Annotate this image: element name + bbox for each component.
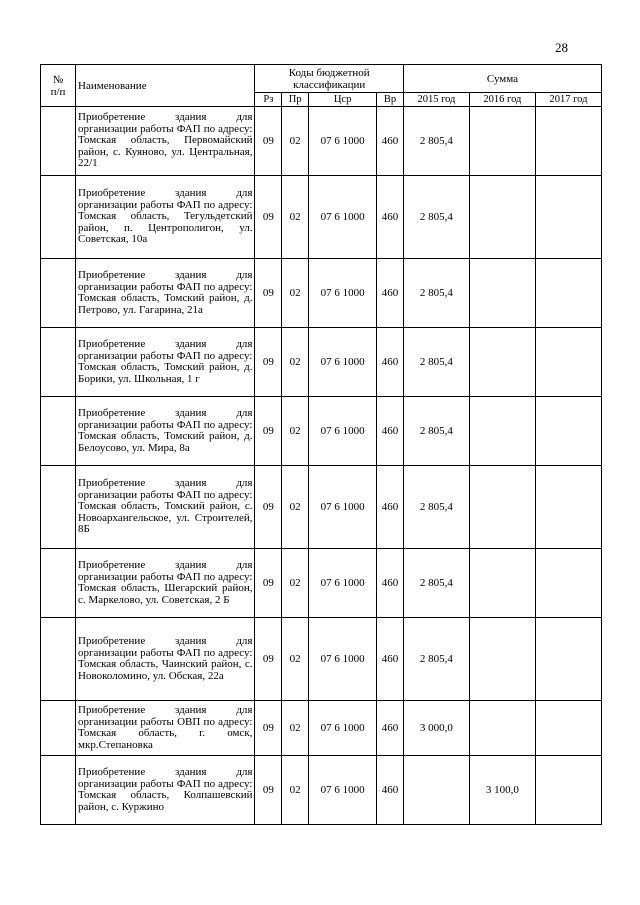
row-name: Приобретение здания для организации работы ОВП по адресу: Томская область, г. омск, мкр.Степановка <box>76 701 255 756</box>
row-rz: 09 <box>255 176 282 259</box>
row-csr: 07 6 1000 <box>309 259 377 328</box>
row-csr: 07 6 1000 <box>309 618 377 701</box>
row-number <box>41 549 76 618</box>
row-name: Приобретение здания для организации работы ФАП по адресу: Томская область, Томский район, с. Новоархангельское, ул. Строителей, 8Б <box>76 466 255 549</box>
row-rz: 09 <box>255 328 282 397</box>
header-vr: Вр <box>377 93 404 107</box>
row-sum-2016 <box>469 107 535 176</box>
row-sum-2017 <box>535 259 601 328</box>
row-pr: 02 <box>282 466 309 549</box>
header-number-line2: п/п <box>50 85 66 98</box>
row-sum-2016 <box>469 701 535 756</box>
row-csr: 07 6 1000 <box>309 549 377 618</box>
header-number-line1: № <box>52 73 64 86</box>
header-number <box>41 65 76 107</box>
header-csr: Цср <box>309 93 377 107</box>
row-sum-2016 <box>469 549 535 618</box>
row-sum-2017 <box>535 756 601 825</box>
row-number <box>41 618 76 701</box>
row-rz: 09 <box>255 107 282 176</box>
row-pr: 02 <box>282 756 309 825</box>
row-vr: 460 <box>377 107 404 176</box>
row-name: Приобретение здания для организации работы ФАП по адресу: Томская область, Шегарский район, с. Маркелово, ул. Советская, 2 Б <box>76 549 255 618</box>
row-vr: 460 <box>377 259 404 328</box>
row-sum-2015: 2 805,4 <box>403 259 469 328</box>
row-csr: 07 6 1000 <box>309 176 377 259</box>
row-pr: 02 <box>282 701 309 756</box>
row-pr: 02 <box>282 549 309 618</box>
row-csr: 07 6 1000 <box>309 466 377 549</box>
table-row <box>41 397 602 466</box>
row-number <box>41 107 76 176</box>
table-row <box>41 107 602 176</box>
row-csr: 07 6 1000 <box>309 756 377 825</box>
row-number <box>41 701 76 756</box>
row-pr: 02 <box>282 328 309 397</box>
row-sum-2016 <box>469 466 535 549</box>
row-number <box>41 756 76 825</box>
row-name: Приобретение здания для организации работы ФАП по адресу: Томская область, Томский район, д. Борики, ул. Школьная, 1 г <box>76 328 255 397</box>
row-pr: 02 <box>282 618 309 701</box>
row-sum-2015: 2 805,4 <box>403 107 469 176</box>
row-pr: 02 <box>282 107 309 176</box>
row-sum-2017 <box>535 701 601 756</box>
row-rz: 09 <box>255 549 282 618</box>
row-sum-2017 <box>535 397 601 466</box>
row-sum-2016 <box>469 397 535 466</box>
row-vr: 460 <box>377 397 404 466</box>
row-rz: 09 <box>255 466 282 549</box>
row-csr: 07 6 1000 <box>309 701 377 756</box>
header-sum: Сумма <box>403 65 601 93</box>
row-vr: 460 <box>377 176 404 259</box>
header-pr: Пр <box>282 93 309 107</box>
page-number: 28 <box>555 40 568 55</box>
row-vr: 460 <box>377 549 404 618</box>
row-name: Приобретение здания для организации работы ФАП по адресу: Томская область, Томский район, д. Белоусово, ул. Мира, 8а <box>76 397 255 466</box>
row-sum-2015: 2 805,4 <box>403 466 469 549</box>
table-row <box>41 618 602 701</box>
row-rz: 09 <box>255 618 282 701</box>
row-pr: 02 <box>282 176 309 259</box>
row-number <box>41 397 76 466</box>
row-vr: 460 <box>377 756 404 825</box>
row-number <box>41 328 76 397</box>
row-sum-2015: 3 000,0 <box>403 701 469 756</box>
table-row <box>41 328 602 397</box>
row-rz: 09 <box>255 756 282 825</box>
budget-table <box>40 64 602 825</box>
row-csr: 07 6 1000 <box>309 397 377 466</box>
row-number <box>41 176 76 259</box>
row-rz: 09 <box>255 701 282 756</box>
table-row <box>41 701 602 756</box>
row-sum-2015: 2 805,4 <box>403 328 469 397</box>
row-sum-2015: 2 805,4 <box>403 397 469 466</box>
row-sum-2015 <box>403 756 469 825</box>
row-sum-2016 <box>469 618 535 701</box>
row-sum-2015: 2 805,4 <box>403 549 469 618</box>
row-sum-2015: 2 805,4 <box>403 618 469 701</box>
row-name: Приобретение здания для организации работы ФАП по адресу: Томская область, Тегульдетский район, п. Центрополигон, ул. Советская, 10а <box>76 176 255 259</box>
row-sum-2017 <box>535 549 601 618</box>
row-vr: 460 <box>377 618 404 701</box>
row-name: Приобретение здания для организации работы ФАП по адресу: Томская область, Чаинский район, с. Новоколомино, ул. Обская, 22а <box>76 618 255 701</box>
row-sum-2017 <box>535 328 601 397</box>
header-year-2017: 2017 год <box>535 93 601 107</box>
row-vr: 460 <box>377 701 404 756</box>
row-sum-2017 <box>535 107 601 176</box>
table-row <box>41 549 602 618</box>
header-year-2015: 2015 год <box>403 93 469 107</box>
table-row <box>41 176 602 259</box>
row-sum-2015: 2 805,4 <box>403 176 469 259</box>
row-sum-2016: 3 100,0 <box>469 756 535 825</box>
row-csr: 07 6 1000 <box>309 107 377 176</box>
row-vr: 460 <box>377 328 404 397</box>
row-csr: 07 6 1000 <box>309 328 377 397</box>
row-sum-2016 <box>469 328 535 397</box>
row-pr: 02 <box>282 259 309 328</box>
row-sum-2016 <box>469 176 535 259</box>
row-rz: 09 <box>255 397 282 466</box>
row-vr: 460 <box>377 466 404 549</box>
row-rz: 09 <box>255 259 282 328</box>
table-row <box>41 756 602 825</box>
header-rz: Рз <box>255 93 282 107</box>
row-number <box>41 466 76 549</box>
table-header-row <box>41 65 602 93</box>
row-name: Приобретение здания для организации работы ФАП по адресу: Томская область, Первомайский район, с. Куяново, ул. Центральная, 22/1 <box>76 107 255 176</box>
row-name: Приобретение здания для организации работы ФАП по адресу: Томская область, Колпашевский район, с. Куржино <box>76 756 255 825</box>
row-sum-2017 <box>535 466 601 549</box>
row-sum-2016 <box>469 259 535 328</box>
row-number <box>41 259 76 328</box>
header-name: Наименование <box>76 65 255 107</box>
table-row <box>41 466 602 549</box>
row-sum-2017 <box>535 618 601 701</box>
row-sum-2017 <box>535 176 601 259</box>
header-year-2016: 2016 год <box>469 93 535 107</box>
row-name: Приобретение здания для организации работы ФАП по адресу: Томская область, Томский район, д. Петрово, ул. Гагарина, 21а <box>76 259 255 328</box>
header-budget-codes: Коды бюджетной классификации <box>255 65 403 93</box>
table-row <box>41 259 602 328</box>
row-pr: 02 <box>282 397 309 466</box>
